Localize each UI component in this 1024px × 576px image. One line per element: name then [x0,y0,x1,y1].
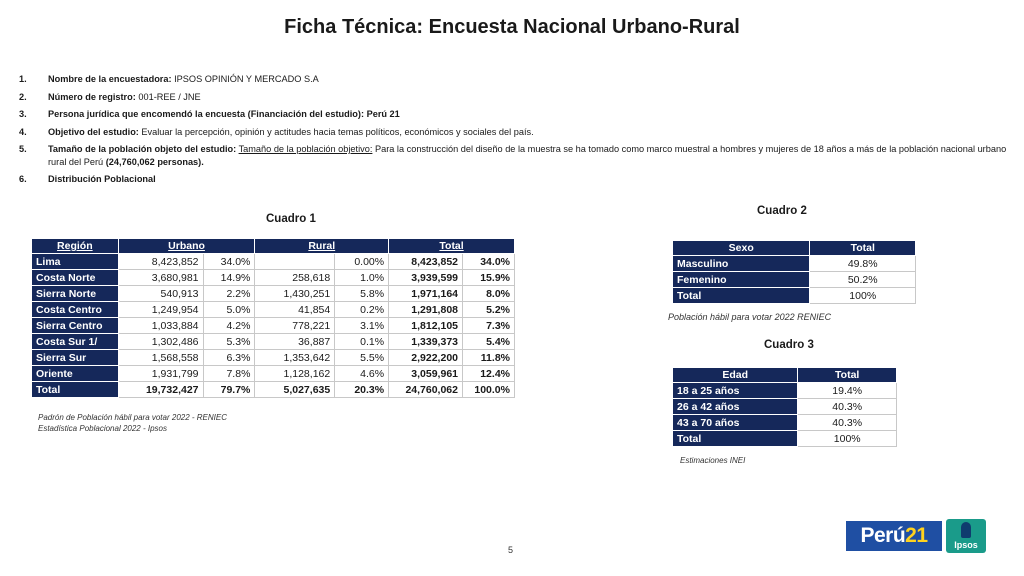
urbano-pct: 2.2% [203,286,255,302]
rural-pct: 5.5% [335,350,389,366]
region-cell: Lima [32,254,119,270]
spec-list [19,73,1009,191]
col-header-urbano: Urbano [118,239,255,254]
total-value: 3,939,599 [389,270,463,286]
total-value: 1,971,164 [389,286,463,302]
value-cell: 50.2% [810,272,916,288]
urbano-value: 1,568,558 [118,350,203,366]
col-header-edad: Edad [673,368,798,383]
rural-value: 1,353,642 [255,350,335,366]
urbano-value: 3,680,981 [118,270,203,286]
item-text: Evaluar la percepción, opinión y actitudes hacia temas políticos, económicos y sociales del país. [138,126,534,137]
col-header-total: Total [810,241,916,256]
cuadro2-note: Población hábil para votar 2022 RENIEC [668,312,832,322]
item-label: Tamaño de la población objeto del estudio: [48,144,237,154]
item-number: 5. [19,144,27,154]
total-pct: 100.0% [463,382,515,398]
table-header-row [673,368,897,383]
note-line: Padrón de Población hábil para votar 2022 - RENIEC [38,413,227,422]
page-title: Ficha Técnica: Encuesta Nacional Urbano-Rural [284,16,740,38]
total-value: 24,760,062 [389,382,463,398]
cuadro1-caption: Cuadro 1 [266,213,316,225]
table-row [32,334,515,350]
rural-pct: 0.1% [335,334,389,350]
total-pct: 7.3% [463,318,515,334]
rural-value: 258,618 [255,270,335,286]
total-value: 3,059,961 [389,366,463,382]
category-cell: 18 a 25 años [673,383,798,399]
col-header-region: Región [32,239,119,254]
total-row [32,382,515,398]
table-row [673,415,897,431]
spec-item-4 [19,126,1009,139]
category-cell: 43 a 70 años [673,415,798,431]
urbano-pct: 14.9% [203,270,255,286]
urbano-pct: 7.8% [203,366,255,382]
table-row [32,302,515,318]
ipsos-mark-icon [961,522,971,538]
value-cell: 100% [798,431,897,447]
item-text: Para la construcción del diseño de la muestra se ha tomado como marco muestral a hombres y mujeres de 18 años a más de la población nacional urbano rural del Perú [48,144,1007,167]
urbano-pct: 5.0% [203,302,255,318]
cuadro3-table [672,367,897,447]
region-cell: Sierra Centro [32,318,119,334]
total-value: 2,922,200 [389,350,463,366]
cuadro2-body [673,256,916,304]
total-pct: 5.4% [463,334,515,350]
category-cell: Femenino [673,272,810,288]
table-row [32,270,515,286]
item-bold-tail: (24,760,062 personas). [105,156,204,167]
region-cell: Sierra Norte [32,286,119,302]
cuadro2-table [672,240,916,304]
item-label: Distribución Poblacional [48,174,156,184]
peru21-logo-number: 21 [905,524,928,547]
rural-pct: 0.00% [335,254,389,270]
spec-item-3 [19,108,1009,121]
table-row [673,256,916,272]
cuadro3-note: Estimaciones INEI [680,456,746,465]
urbano-value: 19,732,427 [118,382,203,398]
region-cell: Costa Norte [32,270,119,286]
urbano-value: 1,033,884 [118,318,203,334]
cuadro1-table [31,238,515,398]
total-value: 1,291,808 [389,302,463,318]
cuadro1-notes [38,412,227,434]
col-header-total: Total [798,368,897,383]
table-header-row [32,239,515,254]
total-pct: 34.0% [463,254,515,270]
item-number: 6. [19,174,27,184]
urbano-value: 1,302,486 [118,334,203,350]
peru21-logo-text: Perú [860,524,906,547]
total-pct: 15.9% [463,270,515,286]
item-text: 001-REE / JNE [135,91,201,102]
table-header-row [673,241,916,256]
spec-item-1 [19,73,1009,86]
item-label: Persona jurídica que encomendó la encuesta (Financiación del estudio): [48,109,365,119]
note-line: Estadística Poblacional 2022 - Ipsos [38,424,167,433]
table-row [32,366,515,382]
table-row [673,288,916,304]
urbano-pct: 34.0% [203,254,255,270]
rural-pct: 20.3% [335,382,389,398]
rural-value: 1,430,251 [255,286,335,302]
region-cell: Costa Sur 1/ [32,334,119,350]
total-pct: 11.8% [463,350,515,366]
rural-pct: 3.1% [335,318,389,334]
value-cell: 40.3% [798,415,897,431]
total-pct: 5.2% [463,302,515,318]
category-cell: Total [673,431,798,447]
ipsos-logo-text: Ipsos [954,540,978,550]
spec-item-6 [19,173,1009,186]
item-number: 4. [19,126,27,137]
cuadro3-body [673,383,897,447]
total-value: 8,423,852 [389,254,463,270]
col-header-rural: Rural [255,239,389,254]
rural-pct: 0.2% [335,302,389,318]
value-cell: 49.8% [810,256,916,272]
rural-pct: 4.6% [335,366,389,382]
urbano-pct: 6.3% [203,350,255,366]
total-pct: 12.4% [463,366,515,382]
spec-item-2 [19,91,1009,104]
col-header-sexo: Sexo [673,241,810,256]
rural-value: 778,221 [255,318,335,334]
category-cell: Total [673,288,810,304]
page-number: 5 [508,545,514,555]
ipsos-logo [946,519,986,553]
total-value: 1,812,105 [389,318,463,334]
item-number: 1. [19,74,27,84]
cuadro2-caption: Cuadro 2 [757,205,807,217]
total-value: 1,339,373 [389,334,463,350]
rural-value: 1,128,162 [255,366,335,382]
item-text: IPSOS OPINIÓN Y MERCADO S.A [171,74,319,84]
total-pct: 8.0% [463,286,515,302]
region-cell: Sierra Sur [32,350,119,366]
spec-item-5 [19,143,1009,168]
urbano-value: 8,423,852 [118,254,203,270]
category-cell: Masculino [673,256,810,272]
table-row [673,431,897,447]
region-cell: Oriente [32,366,119,382]
region-cell: Total [32,382,119,398]
value-cell: 100% [810,288,916,304]
rural-pct: 5.8% [335,286,389,302]
rural-value: 36,887 [255,334,335,350]
rural-pct: 1.0% [335,270,389,286]
item-underline: Tamaño de la población objetivo: [238,144,373,154]
rural-value [255,254,335,270]
table-row [673,272,916,288]
table-row [32,350,515,366]
item-label: Objetivo del estudio: [48,126,139,137]
rural-value: 41,854 [255,302,335,318]
urbano-value: 1,249,954 [118,302,203,318]
item-number: 3. [19,109,27,119]
table-row [673,383,897,399]
item-text: Perú 21 [364,109,400,119]
urbano-value: 1,931,799 [118,366,203,382]
item-number: 2. [19,91,27,102]
urbano-pct: 4.2% [203,318,255,334]
cuadro1-body [32,254,515,398]
rural-value: 5,027,635 [255,382,335,398]
peru21-logo [846,521,942,551]
region-cell: Costa Centro [32,302,119,318]
cuadro3-caption: Cuadro 3 [764,339,814,351]
value-cell: 40.3% [798,399,897,415]
urbano-pct: 5.3% [203,334,255,350]
item-label: Número de registro: [48,91,136,102]
table-row [32,318,515,334]
table-row [32,286,515,302]
category-cell: 26 a 42 años [673,399,798,415]
value-cell: 19.4% [798,383,897,399]
urbano-value: 540,913 [118,286,203,302]
table-row [673,399,897,415]
item-label: Nombre de la encuestadora: [48,74,172,84]
urbano-pct: 79.7% [203,382,255,398]
table-row [32,254,515,270]
col-header-total: Total [389,239,515,254]
